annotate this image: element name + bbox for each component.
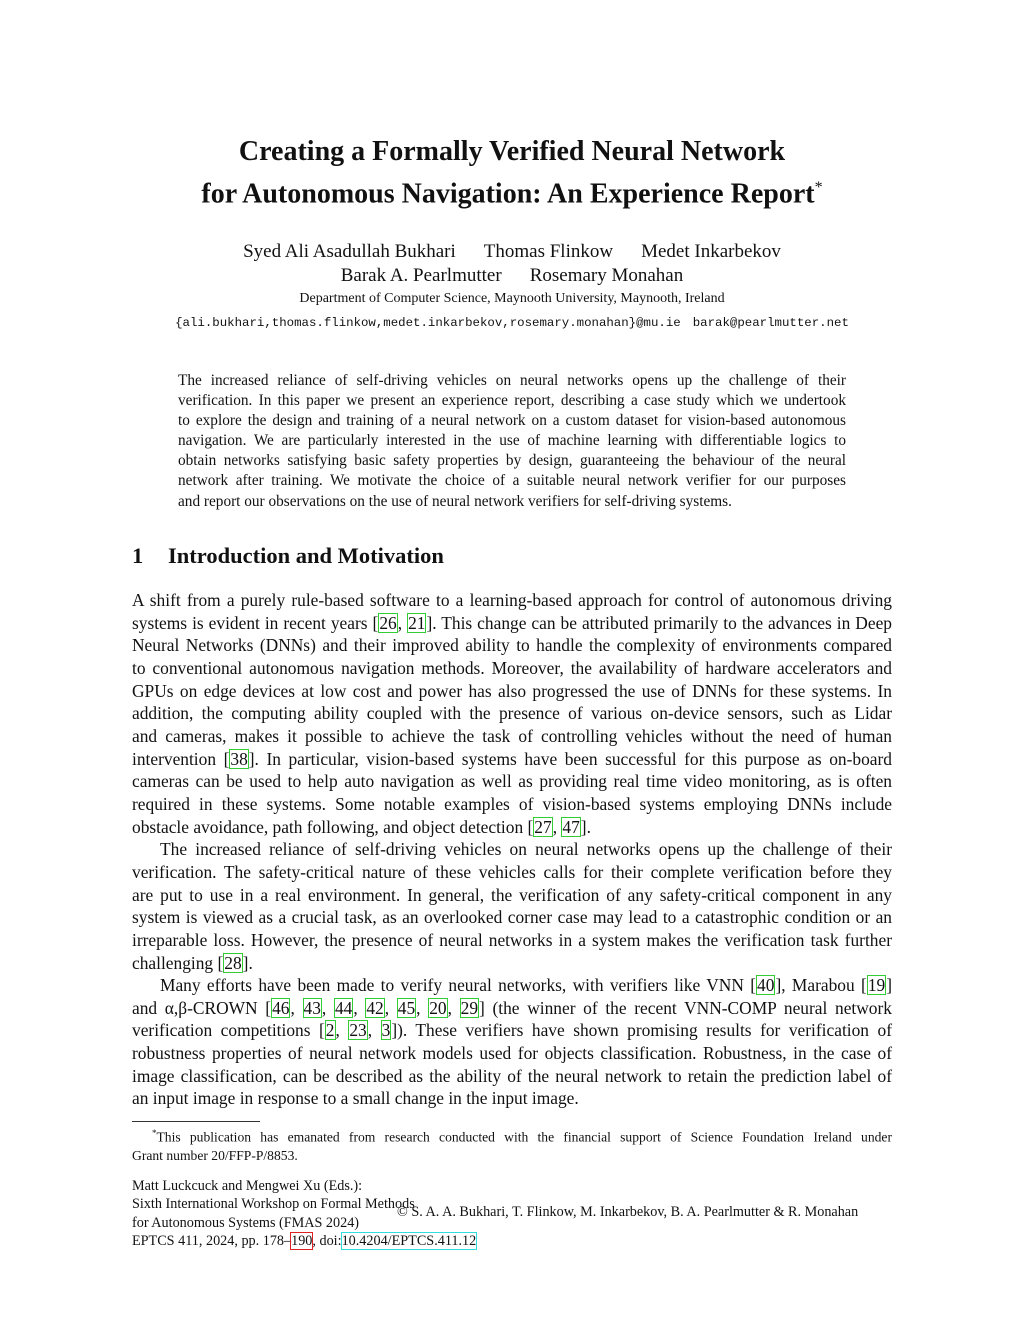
text-line: [132, 725, 892, 748]
abstract-line: navigation. We are particularly interested in the use of machine learning with differentiable logics to: [178, 432, 846, 450]
citation-link[interactable]: 45: [397, 997, 416, 1018]
editors: Matt Luckcuck and Mengwei Xu (Eds.):: [132, 1178, 363, 1194]
email-group: {ali.bukhari,thomas.flinkow,medet.inkarbekov,rosemary.monahan}@mu.ie: [175, 316, 681, 330]
title-line-1: Creating a Formally Verified Neural Network: [238, 136, 786, 167]
text-segment: ,: [397, 612, 408, 633]
text-segment: ]. This change can be attributed primarily to the advances in Deep: [426, 612, 892, 633]
text-segment: cameras can be used to help auto navigation as well as providing real time video monitoring, as is often: [132, 771, 892, 792]
text-segment: GPUs on edge devices at low cost and power has also progressed the use of DNNs for these systems. In: [132, 680, 892, 701]
text-line: [132, 770, 892, 793]
text-segment: ,: [335, 1020, 349, 1041]
citation-link[interactable]: 27: [534, 816, 552, 837]
section-number: 1: [132, 543, 144, 568]
citation-link[interactable]: 46: [272, 997, 290, 1018]
text-segment: addition, the computing ability coupled with the presence of various on-device sensors, such as Lidar: [132, 703, 892, 724]
text-line: [132, 1087, 892, 1110]
footnote: [132, 1124, 892, 1166]
workshop: Sixth International Workshop on Formal Methods: [132, 1196, 415, 1213]
text-line: [132, 612, 892, 635]
text-segment: intervention [: [132, 748, 230, 769]
citation-link[interactable]: 20: [429, 997, 447, 1018]
text-segment: ,: [321, 997, 334, 1018]
text-segment: and cameras, makes it possible to achieve the task of controlling vehicles without the need of human: [132, 725, 892, 746]
text-segment: ].: [242, 952, 253, 973]
text-line: [132, 861, 892, 884]
text-line: [132, 974, 892, 997]
citation-link[interactable]: 21: [408, 612, 426, 633]
text-line: [132, 929, 892, 952]
text-segment: and α,β-CROWN [: [132, 997, 272, 1018]
doi-link[interactable]: 10.4204/EPTCS.411.12: [341, 1233, 477, 1250]
paper-title: [0, 134, 1024, 212]
text-segment: The increased reliance of self-driving vehicles on neural networks opens up the challenge of their: [160, 839, 892, 860]
text-segment: are put to use in a real environment. In general, the verification of any safety-critical component in any: [132, 884, 892, 905]
affiliation: Department of Computer Science, Maynooth University, Maynooth, Ireland: [299, 291, 725, 306]
text-segment: robustness properties of neural network models used for objects classification. Robustness, in the case of: [132, 1043, 892, 1064]
author: Barak A. Pearlmutter: [340, 265, 502, 286]
text-line: [132, 702, 892, 725]
doi-label: , doi:: [312, 1233, 342, 1250]
text-segment: ], Marabou [: [775, 975, 867, 996]
footnote-text: This publication has emanated from research conducted with the financial support of Science Foundation Ireland under: [156, 1129, 892, 1145]
text-segment: verification competitions [: [132, 1020, 325, 1041]
citation-link[interactable]: 44: [334, 997, 353, 1018]
footnote-marker: *: [152, 1128, 157, 1138]
paragraph: [132, 589, 892, 838]
section-heading: [132, 543, 444, 569]
abstract-line: and report our observations on the use of neural network verifiers for self-driving systems.: [178, 492, 732, 510]
footnote-text: Grant number 20/FFP-P/8853.: [132, 1148, 298, 1164]
text-line: [132, 680, 892, 703]
citation-link[interactable]: 42: [366, 997, 384, 1018]
text-segment: challenging [: [132, 952, 224, 973]
text-line: [132, 634, 892, 657]
text-segment: ]). These verifiers have shown promising results for verification of: [391, 1020, 892, 1041]
citation-link[interactable]: 40: [757, 975, 775, 996]
abstract-line: to explore the design and training of a neural network on a custom dataset for vision-based autonomous: [178, 412, 846, 430]
text-line: [132, 1019, 892, 1042]
citation-link[interactable]: 29: [460, 997, 479, 1018]
abstract: [178, 371, 846, 512]
citation-link[interactable]: 19: [867, 975, 886, 996]
footnote-rule: [132, 1121, 260, 1122]
text-segment: ] (the winner of the recent VNN-COMP neural network: [479, 997, 892, 1018]
text-segment: ]: [886, 975, 893, 996]
copyright: © S. A. A. Bukhari, T. Flinkow, M. Inkarbekov, B. A. Pearlmutter & R. Monahan: [397, 1204, 859, 1220]
text-line: [132, 793, 892, 816]
text-line: [132, 884, 892, 907]
citation-link[interactable]: 23: [349, 1020, 367, 1041]
text-line: [132, 748, 892, 771]
text-segment: verification. The safety-critical nature of these vehicles calls for their complete verification before they: [132, 861, 892, 882]
text-line: [132, 816, 892, 839]
author: Medet Inkarbekov: [641, 241, 781, 262]
author: Rosemary Monahan: [529, 265, 684, 286]
text-segment: image classification, can be described as the ability of the neural network to retain the prediction label of: [132, 1065, 892, 1086]
text-line: [132, 1042, 892, 1065]
text-segment: system is viewed as a crucial task, as an overlooked corner case may lead to a catastrophic condition or an: [132, 907, 892, 928]
workshop: for Autonomous Systems (FMAS 2024): [132, 1214, 360, 1231]
emails: [0, 316, 1024, 330]
eptcs-info: EPTCS 411, 2024, pp. 178–: [132, 1233, 292, 1250]
text-segment: ,: [384, 997, 397, 1018]
citation-link[interactable]: 43: [303, 997, 321, 1018]
abstract-line: verification. In this paper we present an experience report, describing a case study which we undertook: [178, 392, 846, 410]
text-line: [132, 952, 892, 975]
text-line: [132, 838, 892, 861]
text-segment: ,: [367, 1020, 381, 1041]
text-segment: ,: [416, 997, 429, 1018]
text-line: [132, 997, 892, 1020]
text-segment: ].: [580, 816, 591, 837]
email: barak@pearlmutter.net: [692, 316, 849, 330]
text-segment: irreparable loss. However, the presence of neural networks in a system makes the verification task further: [132, 929, 892, 950]
citation-link[interactable]: 47: [562, 816, 580, 837]
abstract-line: network after training. We motivate the choice of a suitable neural network verifier for our purposes: [178, 472, 846, 490]
text-segment: Many efforts have been made to verify neural networks, with verifiers like VNN [: [160, 975, 757, 996]
citation-link[interactable]: 3: [381, 1020, 391, 1041]
citation-link[interactable]: 28: [224, 952, 242, 973]
text-segment: ]. In particular, vision-based systems have been successful for this purpose as on-board: [248, 748, 892, 769]
text-segment: ,: [552, 816, 562, 837]
text-segment: Neural Networks (DNNs) and their improved ability to handle the complexity of environments compared: [132, 635, 892, 656]
footnote-mark[interactable]: *: [814, 179, 823, 196]
paragraph: [132, 838, 892, 974]
text-segment: systems is evident in recent years [: [132, 612, 379, 633]
section-title: Introduction and Motivation: [168, 543, 444, 568]
author-list: [0, 240, 1024, 288]
last-page-link[interactable]: 190: [291, 1233, 313, 1250]
text-line: [132, 657, 892, 680]
abstract-line: The increased reliance of self-driving vehicles on neural networks opens up the challenge of their: [178, 372, 846, 389]
body-text: [132, 589, 892, 1110]
text-line: [132, 589, 892, 612]
text-segment: obstacle avoidance, path following, and object detection [: [132, 816, 534, 837]
author: Thomas Flinkow: [483, 241, 614, 262]
citation-link[interactable]: 38: [230, 748, 248, 769]
author: Syed Ali Asadullah Bukhari: [243, 241, 456, 262]
text-segment: an input image in response to a small change in the input image.: [132, 1088, 579, 1109]
text-segment: ,: [447, 997, 460, 1018]
text-segment: ,: [353, 997, 366, 1018]
text-line: [132, 1065, 892, 1088]
title-line-2: for Autonomous Navigation: An Experience Report*: [201, 178, 823, 210]
text-segment: to conventional autonomous navigation methods. Moreover, the availability of hardware accelerators and: [132, 657, 892, 678]
text-segment: A shift from a purely rule-based software to a learning-based approach for control of autonomous driving: [132, 590, 892, 610]
text-segment: required in these systems. Some notable examples of vision-based systems employing DNNs include: [132, 793, 892, 814]
text-segment: ,: [290, 997, 303, 1018]
citation-link[interactable]: 2: [325, 1020, 335, 1041]
citation-link[interactable]: 26: [379, 612, 397, 633]
text-line: [132, 906, 892, 929]
abstract-line: obtain networks satisfying basic safety properties by design, guaranteeing the behaviour of the neural: [178, 452, 846, 470]
paragraph: [132, 974, 892, 1110]
